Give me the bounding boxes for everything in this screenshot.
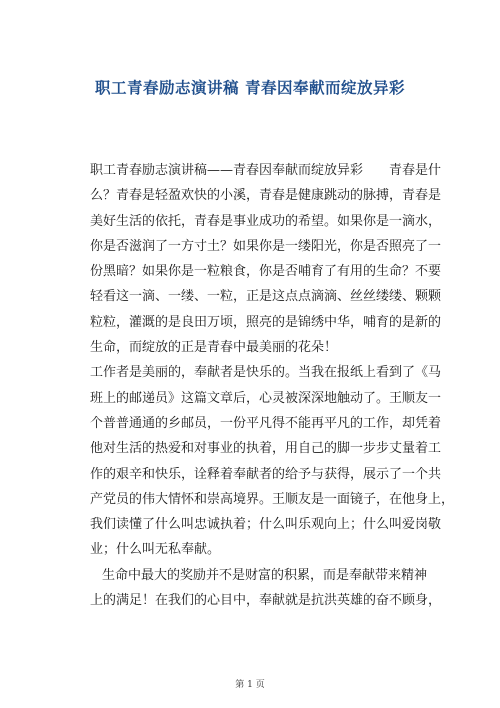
body-line: 轻看这一滴、一缕、一粒，正是这点点滴滴、丝丝缕缕、颗颗	[90, 289, 442, 305]
body-line: 工作者是美丽的，奉献者是快乐的。当我在报纸上看到了《马	[90, 365, 442, 381]
body-line: 美好生活的依托，青春是事业成功的希望。如果你是一滴水，	[90, 213, 442, 229]
body-line: 生命中最大的奖励并不是财富的积累，而是奉献带来精神	[102, 567, 428, 583]
body-line: 生命，而绽放的正是青春中最美丽的花朵！	[90, 340, 338, 356]
body-line: 粒粒，灌溉的是良田万顷，照亮的是锦绣中华，哺育的是新的	[90, 314, 442, 330]
body-line: 上的满足！在我们的心目中，奉献就是抗洪英雄的奋不顾身，	[90, 593, 442, 609]
document-body	[90, 158, 455, 613]
page-number: 第 1 页	[235, 680, 265, 690]
body-line: 他对生活的热爱和对事业的执着，用自己的脚一步步丈量着工	[90, 441, 442, 457]
body-line: 业；什么叫无私奉献。	[90, 542, 221, 558]
document-title: 职工青春励志演讲稿 青春因奉献而绽放异彩	[95, 79, 405, 97]
body-line: 职工青春励志演讲稿——青春因奉献而绽放异彩 青春是什	[90, 163, 442, 178]
body-line: 班上的邮递员》这篇文章后，心灵被深深地触动了。王顺友一	[90, 390, 442, 406]
body-line: 你是否滋润了一方寸土？如果你是一缕阳光，你是否照亮了一	[90, 238, 442, 254]
body-line: 么？青春是轻盈欢快的小溪，青春是健康跳动的脉搏，青春是	[90, 188, 442, 204]
body-line: 份黑暗？如果你是一粒粮食，你是否哺育了有用的生命？不要	[90, 264, 442, 280]
body-line: 我们读懂了什么叫忠诚执着；什么叫乐观向上；什么叫爱岗敬	[90, 517, 442, 533]
body-line: 个普普通通的乡邮员，一份平凡得不能再平凡的工作，却凭着	[90, 415, 442, 431]
body-line: 作的艰辛和快乐，诠释着奉献者的给予与获得，展示了一个共	[90, 466, 442, 482]
body-line: 产党员的伟大情怀和崇高境界。王顺友是一面镜子，在他身上，	[90, 491, 455, 507]
